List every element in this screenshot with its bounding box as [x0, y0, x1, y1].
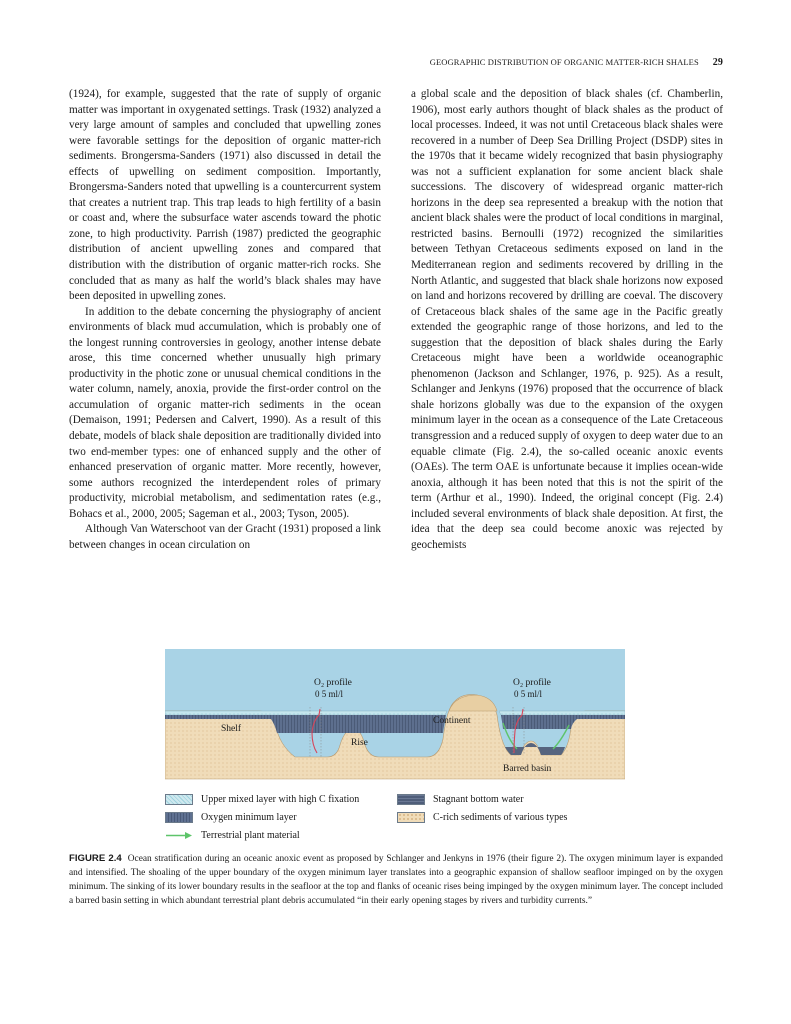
- legend-omz-label: Oxygen minimum layer: [201, 812, 297, 823]
- left-paragraph-1: (1924), for example, suggested that the rate of supply of organic matter was important in oxygenated settings. Trask (1932) analyzed a very large amount of samples and concluded that upwelling zones were favorable settings for the deposition of organic matter-rich sediments. Brongersma-Sanders (1971) also discussed in detail the effects of upwelling on sediment composition. Importantly, Brongersma-Sanders noted that upwelling is a countercurrent system that creates a nutrient trap. This trap leads to high fertility of a basin or coast and, where the subsurface water ascends toward the photic zone, to high productivity. Parrish (1987) predicted the geographic distribution of ancient upwelling zones and compared that distribution with the distribution of organic matter-rich rocks. She concluded that as many as half the world’s black shales may have been deposited in upwelling zones.: [69, 88, 381, 303]
- profile-right-title: O₂ profile: [513, 678, 551, 688]
- mixed-layer: [165, 711, 625, 715]
- legend-terrestrial-label: Terrestrial plant material: [201, 830, 300, 841]
- figure-caption: [69, 852, 723, 908]
- running-head: [430, 57, 723, 68]
- omz-swatch: [165, 812, 193, 823]
- right-column: [411, 87, 723, 553]
- caption-text: Ocean stratification during an oceanic anoxic event as proposed by Schlanger and Jenkyns in 1976 (their figure 2). The oxygen minimum layer is expanded and intensified. The shoaling of the upper boundary of the oxygen minimum layer translates into a geographic expansion of shallow seafloor impinged on by the oxygen minimum. The sinking of its lower boundary results in the seafloor at the top and flanks of oceanic rises being impinged by the oxygen minimum layer. The concept included a barred basin setting in which abundant terrestrial plant debris accumulated “in their early opening stages by rivers and turbidity currents.”: [69, 854, 723, 907]
- page-number: 29: [712, 57, 723, 68]
- mixed-layer-swatch: [165, 794, 193, 805]
- legend-mixed-layer: [165, 794, 359, 805]
- legend-stagnant-label: Stagnant bottom water: [433, 794, 524, 805]
- figure-legend: [165, 794, 625, 850]
- right-paragraph-1: a global scale and the deposition of black shales (cf. Chamberlin, 1906), most early authors thought of black shales as the product of local processes. Indeed, it was not until Cretaceous black shales were recovered in a number of Deep Sea Drilling Project (DSDP) sites in the 1970s that it became widely recognized that basin physiography was not a sufficient explanation for some ancient black shale successions. The discovery of widespread organic matter-rich horizons in the deep sea represented a breakup with the notion that ancient black shales were the product of local conditions in marginal, restricted basins. Bernoulli (1972) recognized the similarities between Tethyan Cretaceous sediments exposed on land in the Mediterranean region and sediments recovered by drilling in the North Atlantic, and suggested that black shale horizons now exposed on land and horizons recovered by drilling are coeval. The discovery of Cretaceous black shales of the same age in the Pacific greatly extended the geographic range of those horizons, and led to the suggestion that the deposition of black shales during the Early Cretaceous might have been a worldwide oceanographic phenomenon (Jackson and Schlanger, 1976, p. 925). As a result, Schlanger and Jenkyns (1976) proposed that the occurrence of black shale horizons globally was due to the expansion of the oxygen minimum layer in the ocean as a consequence of the Late Cretaceous transgression and a reduced supply of oxygen to deep water due to an equable climate (Fig. 2.4), the so-called oceanic anoxic events (OAEs). The term OAE is unfortunate because it implies ocean-wide anoxia, although it has been noted that this is not the spirit of the term (Arthur et al., 1990). Indeed, the original concept (Fig. 2.4) included several environments of black shale deposition. At first, the idea that the deep sea could become anoxic was rejected by geochemists: [411, 88, 723, 551]
- legend-c-rich-label: C-rich sediments of various types: [433, 812, 568, 823]
- figure-label: FIGURE 2.4: [69, 853, 122, 864]
- legend-terrestrial: [165, 830, 300, 841]
- left-column: [69, 87, 381, 553]
- left-paragraph-2: In addition to the debate concerning the physiography of ancient environments of black mud accumulation, which is probably one of the longest running controversies in geology, another intense debate arose, this time concerned whether unusually high primary productivity in the photic zone or unusual chemical conditions in the water column, namely, anoxia, provide the first-order control on the accumulation of organic matter-rich sediments in the ocean (Demaison, 1991; Pedersen and Calvert, 1990). As a result of this debate, models of black shale deposition are traditionally divided into two end-member types: one of enhanced supply and the other of enhanced preservation of organic matter. More recently, however, some authors recognized the interdependent roles of primary productivity, microbial metabolism, and sedimentation rates (e.g., Bohacs et al., 2000, 2005; Sageman et al., 2003; Tyson, 2005).: [69, 305, 381, 520]
- label-barred-basin: Barred basin: [503, 764, 552, 774]
- legend-stagnant: [397, 794, 524, 805]
- legend-mixed-layer-label: Upper mixed layer with high C fixation: [201, 794, 360, 805]
- profile-left-title: O₂ profile: [314, 678, 352, 688]
- legend-c-rich: [397, 812, 567, 823]
- left-paragraph-3: Although Van Waterschoot van der Gracht (1931) proposed a link between changes in ocean circulation on: [69, 523, 381, 551]
- green-arrow-icon: [165, 830, 193, 841]
- label-continent: Continent: [433, 716, 471, 726]
- legend-omz: [165, 812, 297, 823]
- stagnant-swatch: [397, 794, 425, 805]
- label-shelf: Shelf: [221, 724, 242, 734]
- label-rise: Rise: [351, 738, 368, 748]
- profile-right-scale: 0 5 ml/l: [514, 689, 543, 699]
- profile-left-scale: 0 5 ml/l: [315, 689, 344, 699]
- running-title: GEOGRAPHIC DISTRIBUTION OF ORGANIC MATTER-RICH SHALES: [429, 57, 699, 67]
- c-rich-swatch: [397, 812, 425, 823]
